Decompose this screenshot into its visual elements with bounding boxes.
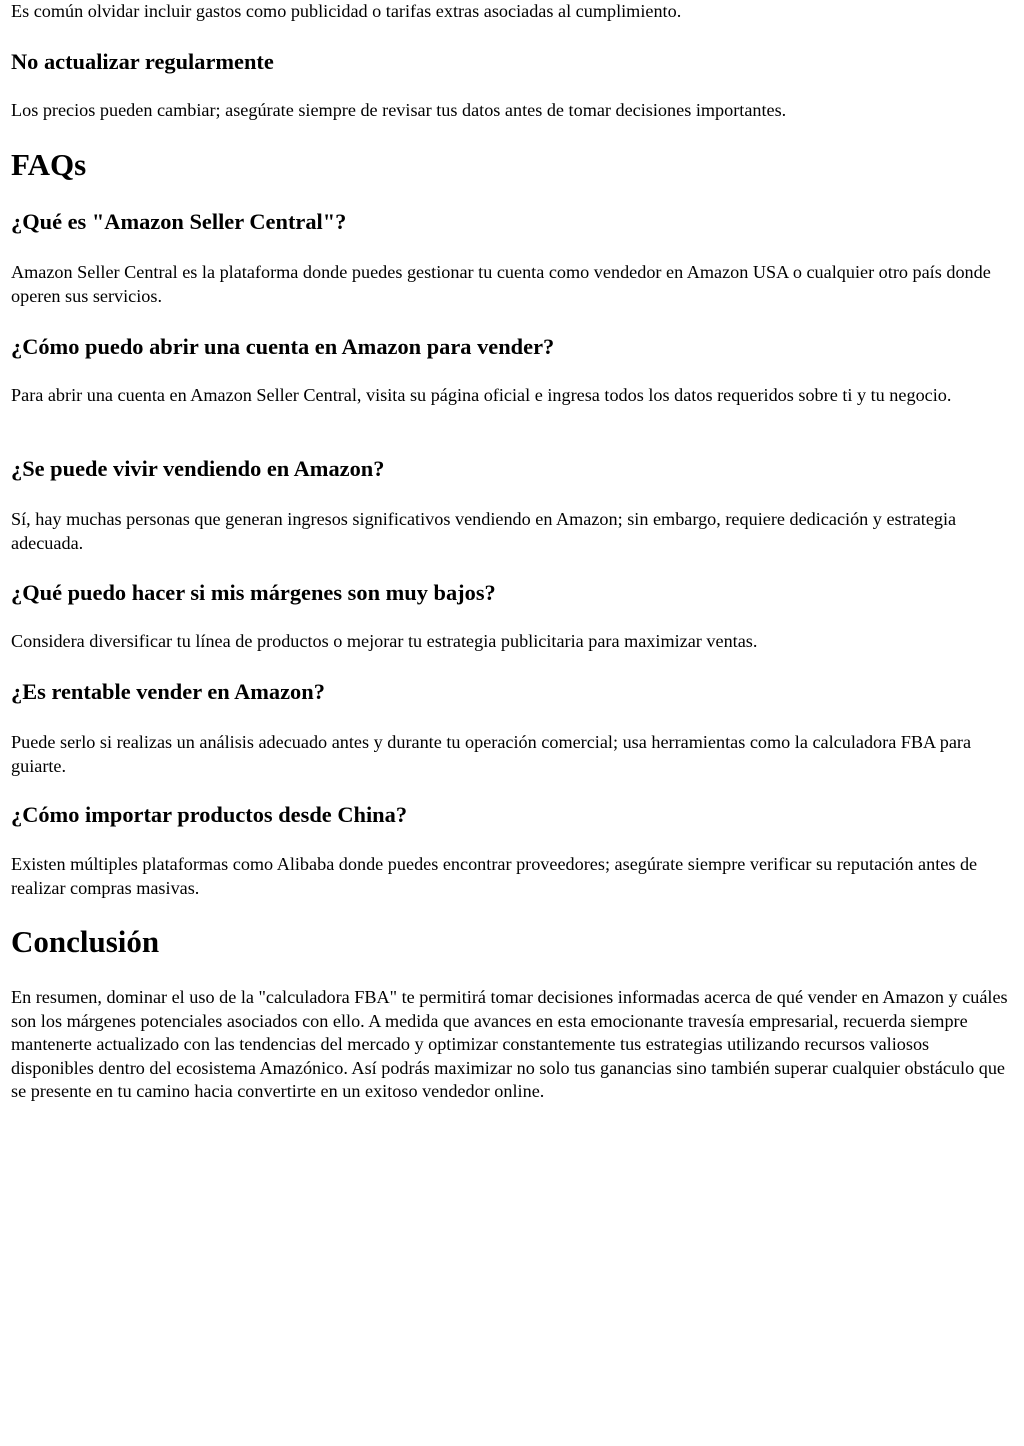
faq-answer-4: Considera diversificar tu línea de productos o mejorar tu estrategia publicitaria para maximizar ventas.: [11, 631, 758, 651]
faq-answer-6: Existen múltiples plataformas como Alibaba donde puedes encontrar proveedores; asegúrate siempre verificar su reputación antes de realizar compras masivas.: [11, 854, 978, 898]
faq-answer-5: Puede serlo si realizas un análisis adecuado antes y durante tu operación comercial; usa herramientas como la calculadora FBA para guiarte.: [11, 732, 972, 776]
section-paragraph-no-actualizar: Los precios pueden cambiar; asegúrate siempre de revisar tus datos antes de tomar decisiones importantes.: [11, 100, 787, 120]
conclusion-heading: Conclusión: [11, 924, 160, 959]
faq-answer-1: Amazon Seller Central es la plataforma donde puedes gestionar tu cuenta como vendedor en Amazon USA o cualquier otro país donde operen sus servicios.: [11, 262, 991, 306]
faq-answer-3: Sí, hay muchas personas que generan ingresos significativos vendiendo en Amazon; sin embargo, requiere dedicación y estrategia adecuada.: [11, 509, 957, 553]
faq-question-6: ¿Cómo importar productos desde China?: [11, 802, 408, 827]
section-heading-no-actualizar: No actualizar regularmente: [11, 49, 274, 74]
faq-question-4: ¿Qué puedo hacer si mis márgenes son muy bajos?: [11, 580, 496, 605]
faq-question-5: ¿Es rentable vender en Amazon?: [11, 679, 325, 704]
intro-paragraph: Es común olvidar incluir gastos como publicidad o tarifas extras asociadas al cumplimiento.: [11, 1, 682, 21]
conclusion-paragraph: En resumen, dominar el uso de la "calculadora FBA" te permitirá tomar decisiones informadas acerca de qué vender en Amazon y cuáles son los márgenes potenciales asociados con ello. A medida que avances en esta emocionante travesía empresarial, recuerda siempre mantenerte actualizado con las tendencias del mercado y optimizar constantemente tus estrategias utilizando recursos valiosos disponibles dentro del ecosistema Amazónico. Así podrás maximizar no solo tus ganancias sino también superar cualquier obstáculo que se presente en tu camino hacia convertirte en un exitoso vendedor online.: [11, 987, 1008, 1101]
faq-answer-2: Para abrir una cuenta en Amazon Seller Central, visita su página oficial e ingresa todos los datos requeridos sobre ti y tu negocio.: [11, 385, 952, 405]
faq-question-2: ¿Cómo puedo abrir una cuenta en Amazon para vender?: [11, 334, 555, 359]
faqs-heading: FAQs: [11, 147, 87, 182]
faq-question-1: ¿Qué es "Amazon Seller Central"?: [11, 209, 347, 234]
faq-question-3: ¿Se puede vivir vendiendo en Amazon?: [11, 456, 385, 481]
